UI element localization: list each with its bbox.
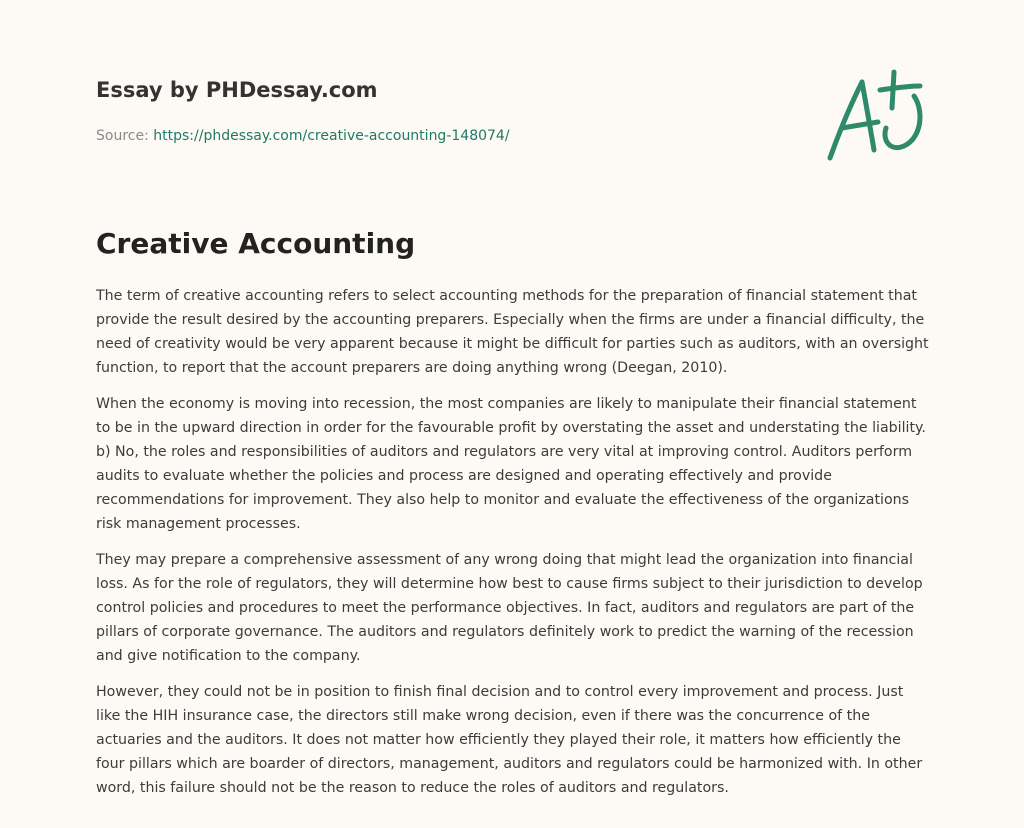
source-label: Source: — [96, 128, 149, 144]
source-line — [96, 126, 796, 146]
essay-article — [96, 224, 932, 812]
essay-title: Creative Accounting — [96, 227, 416, 260]
essay-paragraph: The term of creative accounting refers to select accounting methods for the preparation of financial statement that provide the result desired by the accounting preparers. Especially when the firms are under a financial difficulty, the need of creativity would be very apparent because it might be difficult for parties such as auditors, with an oversight function, to report that the account preparers are doing anything wrong (Deegan, 2010). — [96, 288, 929, 376]
page-header — [96, 76, 796, 146]
essay-paragraph: When the economy is moving into recession, the most companies are likely to manipulate their financial statement to be in the upward direction in order for the favourable profit by overstating the asset and understating the liability. b) No, the roles and responsibilities of auditors and regulators are very vital at improving control. Auditors perform audits to evaluate whether the policies and process are designed and operating effectively and provide recommendations for improvement. They also help to monitor and evaluate the effectiveness of the organizations risk management processes. — [96, 396, 926, 532]
source-link[interactable]: https://phdessay.com/creative-accounting-148074/ — [153, 128, 510, 144]
a-plus-grade-icon — [820, 68, 930, 166]
site-brand: Essay by PHDessay.com — [96, 78, 378, 102]
essay-paragraph: However, they could not be in position to finish final decision and to control every improvement and process. Just like the HIH insurance case, the directors still make wrong decision, even if there was the concurrence of the actuaries and the auditors. It does not matter how efficiently they played their role, it matters how efficiently the four pillars which are boarder of directors, management, auditors and regulators could be harmonized with. In other word, this failure should not be the reason to reduce the roles of auditors and regulators. — [96, 684, 923, 796]
essay-paragraph: They may prepare a comprehensive assessment of any wrong doing that might lead the organization into financial loss. As for the role of regulators, they will determine how best to cause firms subject to their jurisdiction to develop control policies and procedures to meet the performance objectives. In fact, auditors and regulators are part of the pillars of corporate governance. The auditors and regulators definitely work to predict the warning of the recession and give notification to the company. — [96, 552, 923, 664]
